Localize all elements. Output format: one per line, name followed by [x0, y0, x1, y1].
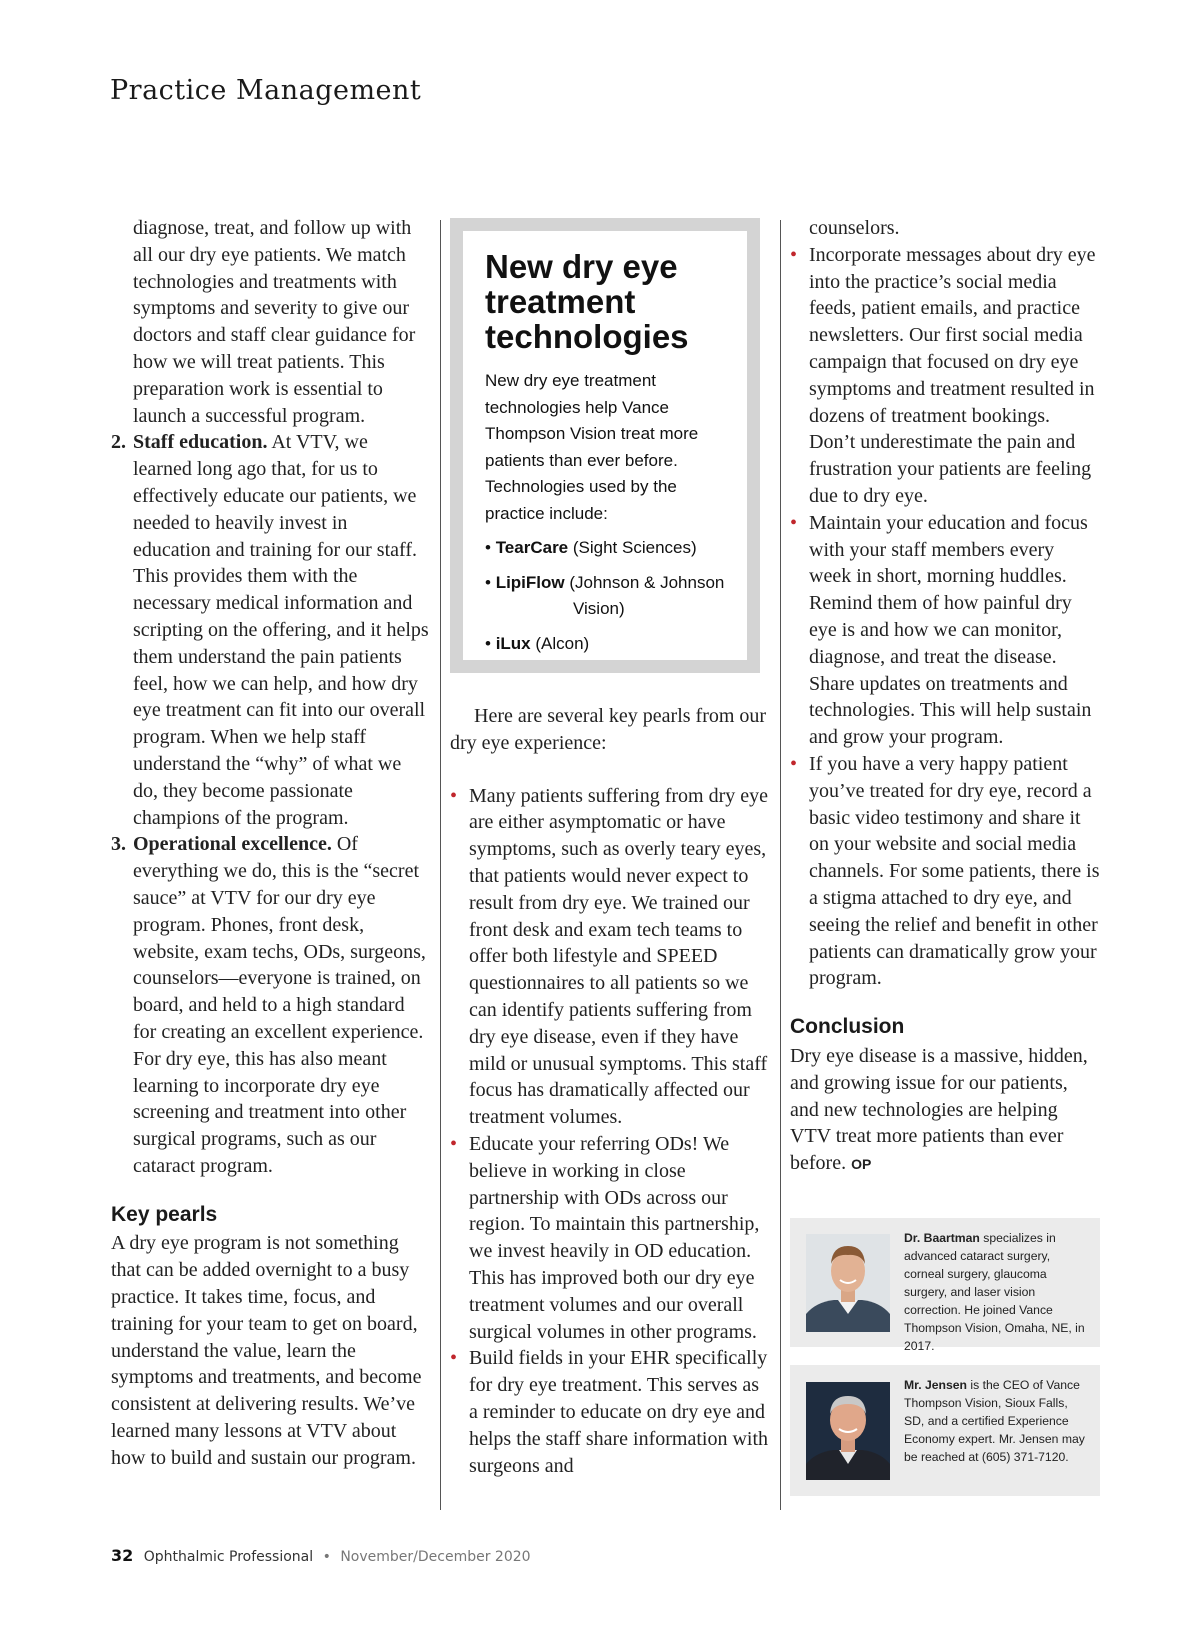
article-column-3: [790, 215, 1100, 1178]
sidebar-content: [463, 231, 747, 660]
list-item: • Maintain your education and focus with your staff members every week in short, morning huddles. Remind them of how painful dry eye is and how we can monitor, diagnose, and treat the disease. Share updates on treatments and technologies. This will help sustain and grow your program.: [790, 511, 1092, 749]
numbered-item: [111, 429, 429, 831]
bullet-icon: •: [790, 243, 798, 266]
pearls-list: [450, 783, 768, 1480]
item-number: 2.: [111, 431, 126, 454]
column-divider: [440, 220, 441, 1510]
bullet-icon: •: [450, 784, 458, 807]
sidebar-list-item: • LipiFlow (Johnson & Johnson Vision): [485, 570, 731, 623]
technology-maker: (Sight Sciences): [572, 538, 697, 557]
author-photo: [806, 1382, 890, 1480]
item-number: 3.: [111, 833, 126, 856]
technology-maker-continued: Vision): [573, 599, 625, 618]
issue-date: November/December 2020: [340, 1549, 531, 1565]
bullet-icon: •: [450, 1132, 458, 1155]
sidebar-box: [450, 218, 760, 673]
bio-text: Dr. Baartman specializes in advanced cataract surgery, corneal surgery, glaucoma surgery, and laser vision correction. He joined Vance Thompson Vision, Omaha, NE, in 2017.: [904, 1231, 1085, 1353]
sidebar-title: New dry eye treatment technologies: [485, 248, 689, 355]
technology-maker: (Alcon): [535, 633, 590, 653]
article-column-1: [111, 215, 429, 1472]
conclusion-heading: Conclusion: [790, 1015, 905, 1039]
paragraph: Here are several key pearls from our dry eye experience:: [450, 705, 767, 754]
key-pearls-heading: Key pearls: [111, 1202, 218, 1226]
item-heading: Operational excellence.: [133, 833, 332, 856]
end-mark: OP: [851, 1156, 872, 1173]
column-divider: [780, 220, 781, 1510]
paragraph: counselors.: [809, 217, 900, 239]
publication-name: Ophthalmic Professional: [143, 1549, 314, 1565]
technology-name: TearCare: [495, 538, 569, 557]
paragraph: A dry eye program is not something that can be added overnight to a busy practice. It takes time, focus, and training for your team to get on board, understand the value, learn the symptoms and treatments, and become consistent at delivering results. We’ve learned many lessons at VTV about how to build and sustain our program.: [111, 1232, 422, 1469]
item-text: Of everything we do, this is the “secret sauce” at VTV for our dry eye program. Phones, front desk, website, exam techs, ODs, surgeons, counselors—everyone is trained, on board, and held to a high standard for creating an excellent experience. For dry eye, this has also meant learning to incorporate dry eye screening and treatment into other surgical programs, such as our cataract program.: [133, 833, 426, 1177]
author-bio: [790, 1365, 1100, 1496]
technology-name: LipiFlow: [495, 572, 565, 592]
paragraph: diagnose, treat, and follow up with all our dry eye patients. We match technologies and treatments with symptoms and severity to give our doctors and staff clear guidance for how we will treat patients. This preparation work is essential to launch a successful program.: [133, 217, 416, 427]
bullet-icon: •: [790, 752, 798, 775]
item-heading: Staff education.: [133, 431, 268, 454]
author-name: Dr. Baartman: [904, 1231, 980, 1245]
list-item: • Educate your referring ODs! We believe in working in close partnership with ODs across our region. To maintain this partnership, we invest heavily in OD education. This has improved both our dry eye treatment volumes and our overall surgical volumes in other programs.: [450, 1132, 760, 1343]
author-name: Mr. Jensen: [904, 1378, 967, 1392]
paragraph: Dry eye disease is a massive, hidden, and growing issue for our patients, and new technologies are helping VTV treat more patients than ever before. OP: [790, 1044, 1088, 1175]
page-footer: [111, 1546, 531, 1565]
author-photo: [806, 1234, 890, 1332]
page-number: 32: [111, 1546, 134, 1565]
sidebar-intro: New dry eye treatment technologies help Vance Thompson Vision treat more patients than ever before. Technologies used by the practice include:: [485, 371, 699, 523]
item-text: At VTV, we learned long ago that, for us to effectively educate our patients, we needed to heavily invest in education and training for our staff. This provides them with the necessary medical information and scripting on the offering, and it helps them understand the pain patients feel, how we can help, and how dry eye treatment can fit into our overall program. When we help staff understand the “why” of what we do, they become passionate champions of the program.: [133, 431, 429, 829]
bullet-icon: •: [450, 1347, 458, 1370]
section-title: Practice Management: [110, 75, 422, 106]
technology-maker: (Johnson & Johnson: [569, 572, 725, 592]
article-column-2: [450, 703, 768, 1479]
pearls-list: [790, 242, 1100, 992]
numbered-item: [111, 831, 429, 1179]
author-bio: [790, 1218, 1100, 1353]
footer-separator: •: [322, 1549, 331, 1565]
list-item: • Build fields in your EHR specifically for dry eye treatment. This serves as a reminder to educate on dry eye and helps the staff share information with surgeons and: [450, 1347, 769, 1477]
technology-name: iLux: [495, 633, 531, 653]
bio-text: Mr. Jensen is the CEO of Vance Thompson Vision, Sioux Falls, SD, and a certified Experience Economy expert. Mr. Jensen may be reached at (605) 371-7120.: [904, 1378, 1085, 1464]
sidebar-list-item: • iLux (Alcon): [485, 633, 590, 653]
list-item: • Many patients suffering from dry eye are either asymptomatic or have symptoms, such as overly teary eyes, that patients would never expect to result from dry eye. We trained our front desk and exam tech teams to offer both lifestyle and SPEED questionnaires to all patients so we can identify patients suffering from dry eye disease, even if they have mild or unusual symptoms. This staff focus has dramatically affected our treatment volumes.: [450, 784, 768, 1129]
list-item: • Incorporate messages about dry eye into the practice’s social media feeds, patient emails, and practice newsletters. Our first social media campaign that focused on dry eye symptoms and treatment resulted in dozens of treatment bookings. Don’t underestimate the pain and frustration your patients are feeling due to dry eye.: [790, 243, 1096, 507]
sidebar-list-item: • TearCare (Sight Sciences): [485, 538, 697, 557]
list-item: • If you have a very happy patient you’ve treated for dry eye, record a basic video testimony and share it on your website and social media channels. For some patients, there is a stigma attached to dry eye, and seeing the relief and benefit in other patients can dramatically grow your program.: [790, 752, 1100, 990]
bullet-icon: •: [790, 511, 798, 534]
